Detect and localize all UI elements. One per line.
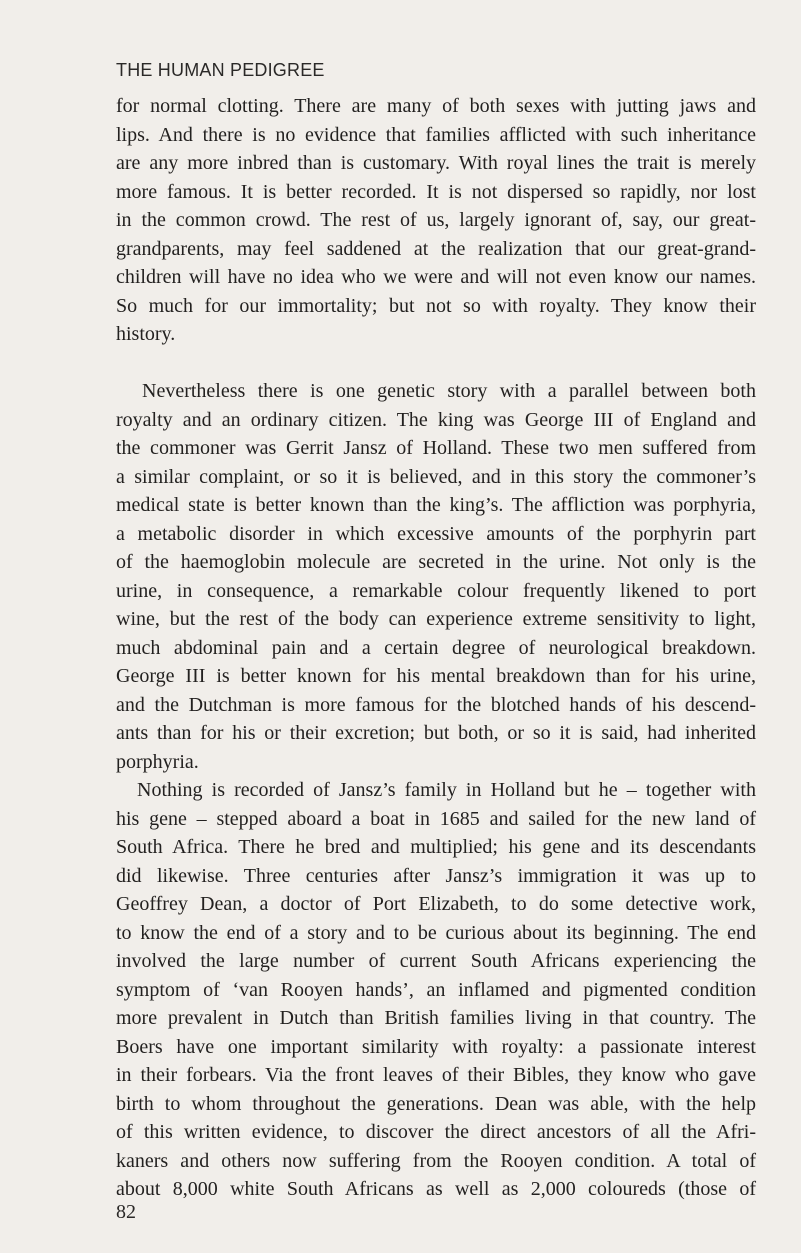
text-line: ants than for his or their excretion; but both, or so it is said, had inherited <box>116 722 756 744</box>
text-line: Geoffrey Dean, a doctor of Port Elizabeth, to do some detective work, <box>116 893 756 915</box>
text-line: Boers have one important similarity with royalty: a passionate interest <box>116 1035 756 1058</box>
text-line: urine, in consequence, a remarkable colour frequently likened to port <box>116 579 756 602</box>
text-line: kaners and others now suffering from the Rooyen condition. A total of <box>116 1149 756 1172</box>
text-line: much abdominal pain and a certain degree of neurological breakdown. <box>116 636 756 659</box>
text-line: Nevertheless there is one genetic story with a parallel between both <box>142 380 756 402</box>
text-line: lips. And there is no evidence that families afflicted with such inheritance <box>116 123 756 146</box>
text-line: wine, but the rest of the body can experience extreme sensitivity to light, <box>116 608 756 630</box>
text-line: of this written evidence, to discover the direct ancestors of all the Afri- <box>116 1121 756 1143</box>
text-line: are any more inbred than is customary. With royal lines the trait is merely <box>116 152 756 174</box>
text-line: more prevalent in Dutch than British families living in that country. The <box>116 1007 756 1029</box>
body-text <box>116 92 756 1204</box>
text-line: in their forbears. Via the front leaves of their Bibles, they know who gave <box>116 1064 756 1086</box>
text-line: the commoner was Gerrit Jansz of Holland. These two men suffered from <box>116 437 756 459</box>
text-line: birth to whom throughout the generations. Dean was able, with the help <box>116 1092 756 1115</box>
text-line: about 8,000 white South Africans as well as 2,000 coloureds (those of <box>116 1178 756 1200</box>
text-line: did likewise. Three centuries after Jansz’s immigration it was up to <box>116 864 756 887</box>
text-line: a similar complaint, or so it is believed, and in this story the commoner’s <box>116 465 756 488</box>
text-line: porphyria. <box>116 750 199 773</box>
text-line: South Africa. There he bred and multiplied; his gene and its descendants <box>116 836 756 858</box>
text-line: in the common crowd. The rest of us, largely ignorant of, say, our great- <box>116 209 756 231</box>
text-line: Nothing is recorded of Jansz’s family in Holland but he – together with <box>137 779 756 801</box>
paragraph-2 <box>116 377 756 776</box>
text-line: a metabolic disorder in which excessive amounts of the porphyrin part <box>116 522 756 545</box>
text-line: symptom of ‘van Rooyen hands’, an inflamed and pigmented condition <box>116 978 756 1001</box>
text-line: George III is better known for his mental breakdown than for his urine, <box>116 665 756 687</box>
paragraph-spacer <box>116 349 756 378</box>
text-line: So much for our immortality; but not so with royalty. They know their <box>116 294 756 317</box>
text-line: and the Dutchman is more famous for the blotched hands of his descend- <box>116 693 756 716</box>
text-line: grandparents, may feel saddened at the realization that our great-grand- <box>116 237 756 260</box>
text-line: history. <box>116 323 176 345</box>
text-line: for normal clotting. There are many of both sexes with jutting jaws and <box>116 95 756 117</box>
text-line: to know the end of a story and to be curious about its beginning. The end <box>116 921 756 944</box>
text-line: more famous. It is better recorded. It is not dispersed so rapidly, nor lost <box>116 180 756 203</box>
paragraph-1 <box>116 92 756 349</box>
text-line: children will have no idea who we were and will not even know our names. <box>116 266 756 288</box>
text-line: of the haemoglobin molecule are secreted in the urine. Not only is the <box>116 551 756 573</box>
paragraph-3 <box>116 776 756 1204</box>
text-line: his gene – stepped aboard a boat in 1685 and sailed for the new land of <box>116 807 756 830</box>
text-line: involved the large number of current South Africans experiencing the <box>116 950 756 972</box>
page-number: 82 <box>116 1201 136 1223</box>
text-line: medical state is better known than the king’s. The affliction was porphyria, <box>116 494 756 516</box>
text-line: royalty and an ordinary citizen. The king was George III of England and <box>116 408 756 431</box>
running-head: THE HUMAN PEDIGREE <box>116 60 325 80</box>
